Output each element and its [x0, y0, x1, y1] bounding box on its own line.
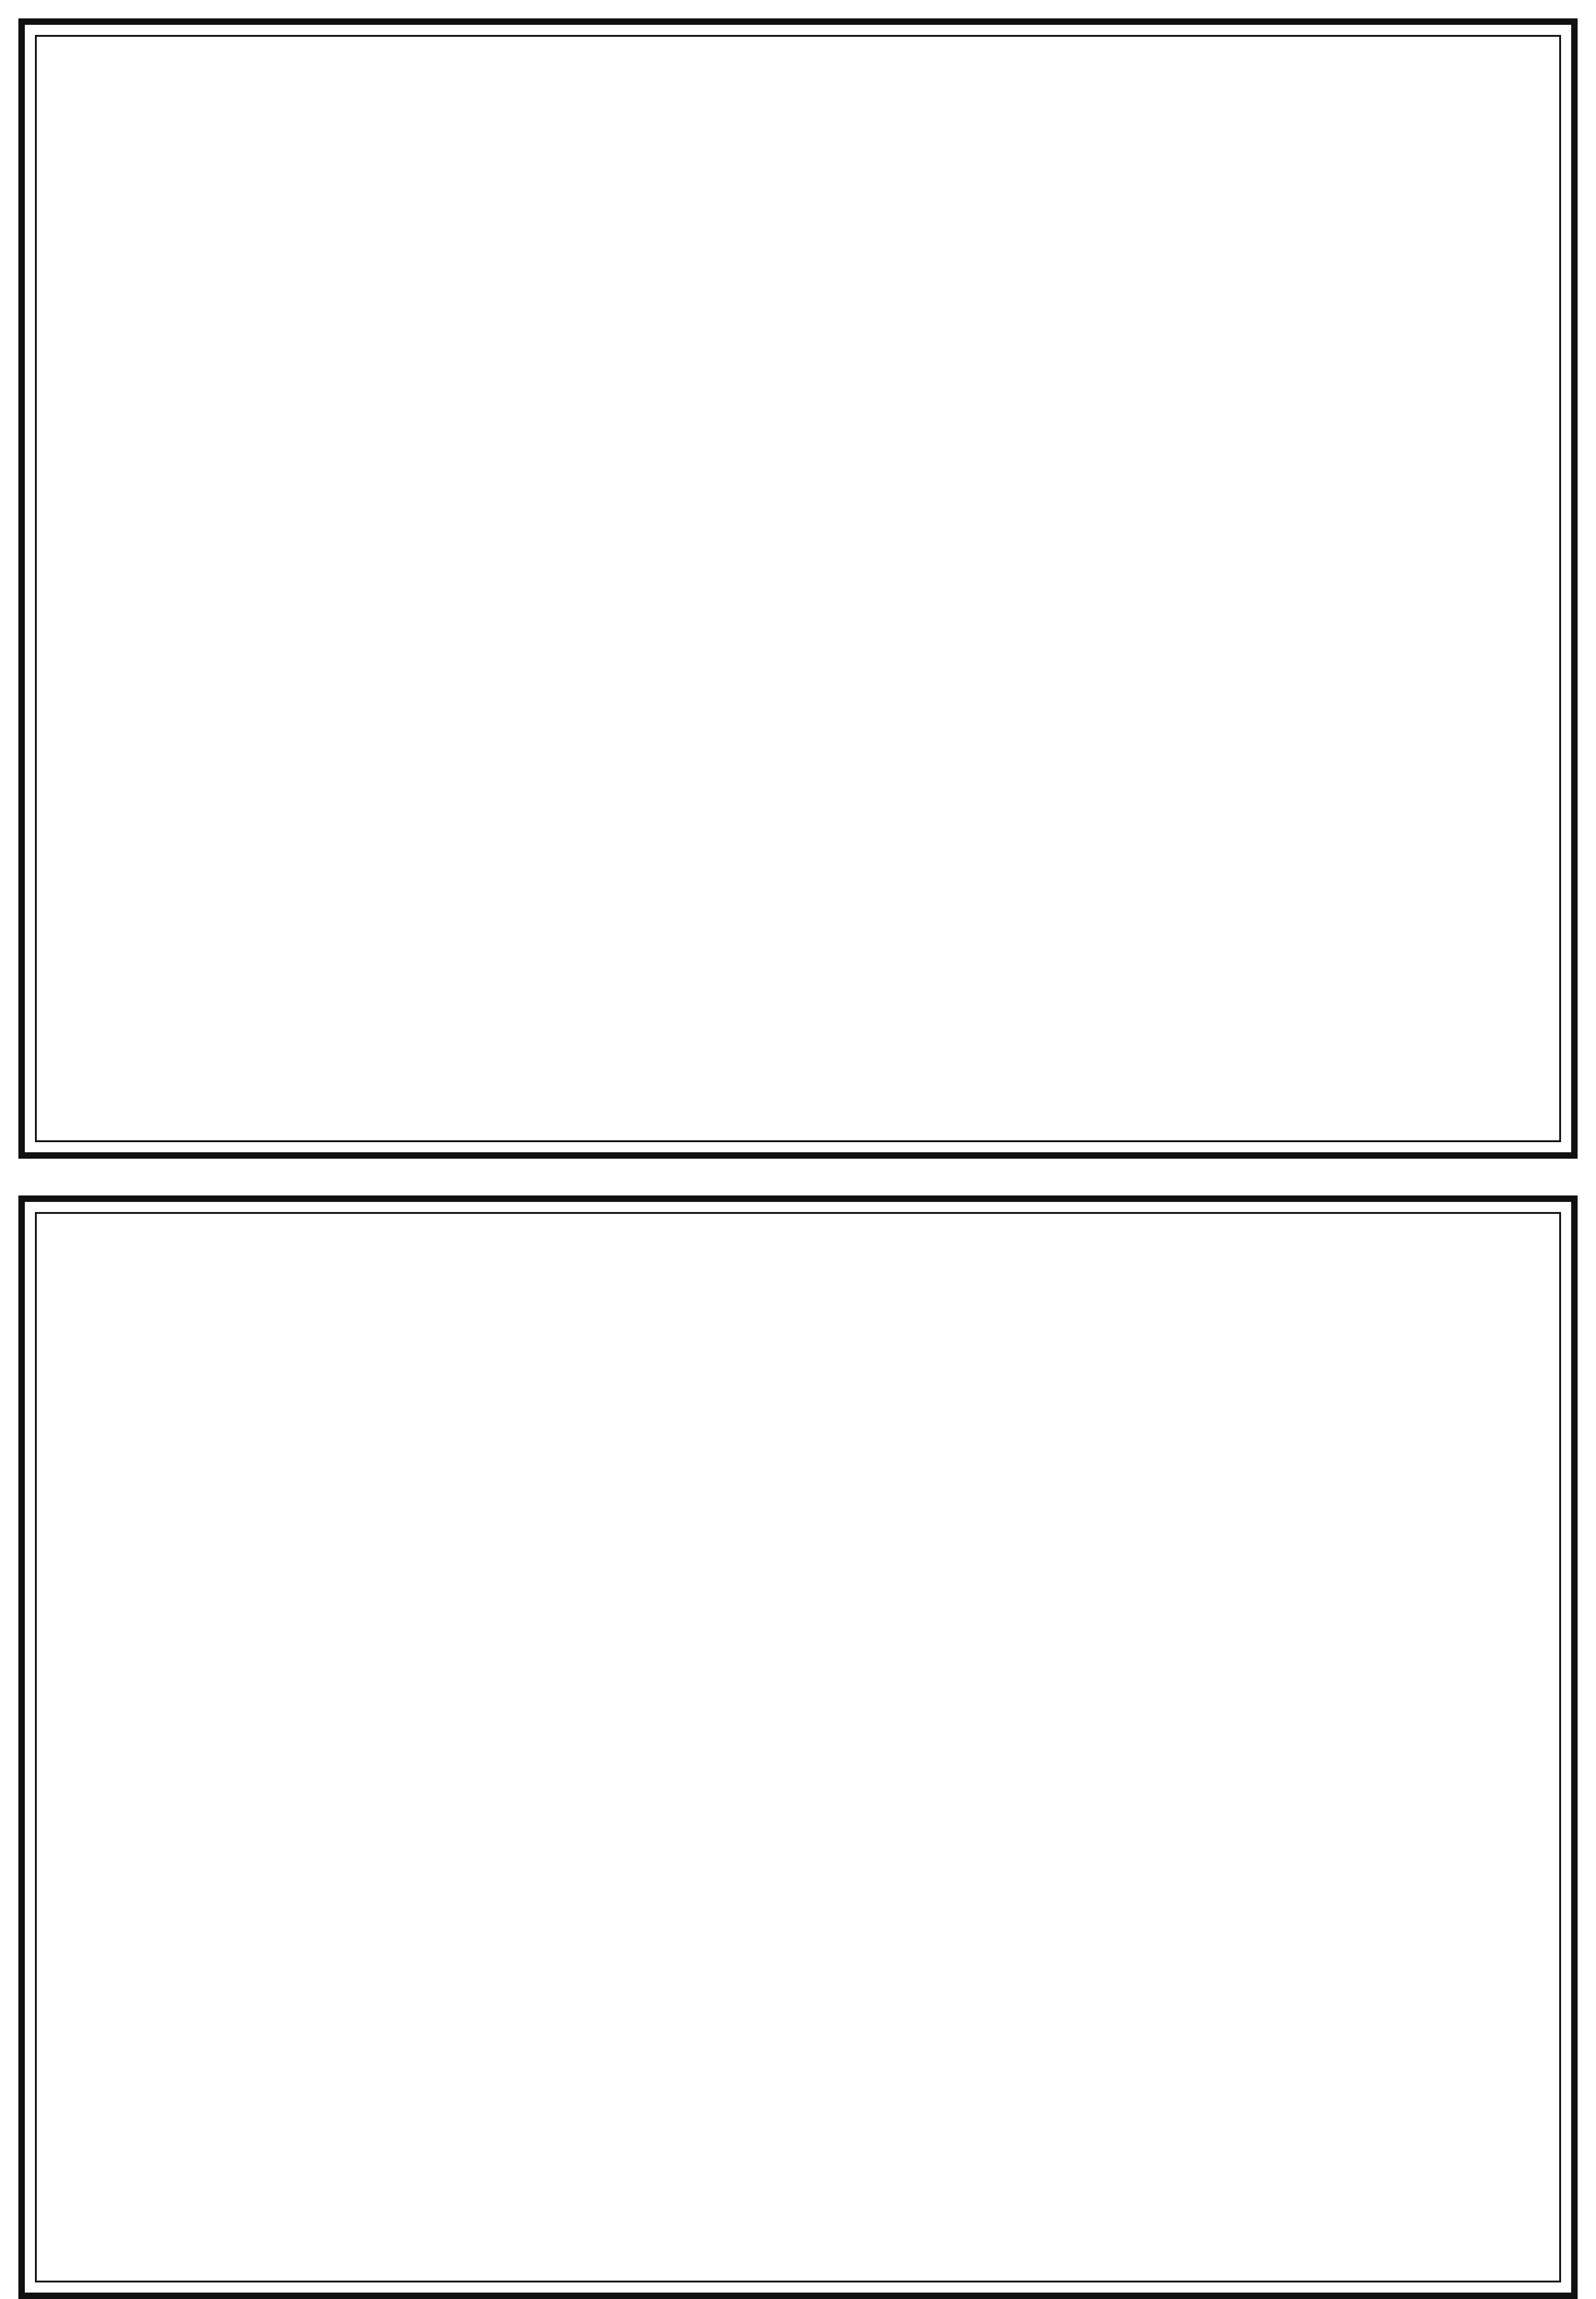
bottom-page [18, 1195, 1578, 2299]
top-page-inner-frame [35, 35, 1561, 1142]
top-page [18, 18, 1578, 1159]
bottom-page-inner-frame [35, 1212, 1561, 2282]
